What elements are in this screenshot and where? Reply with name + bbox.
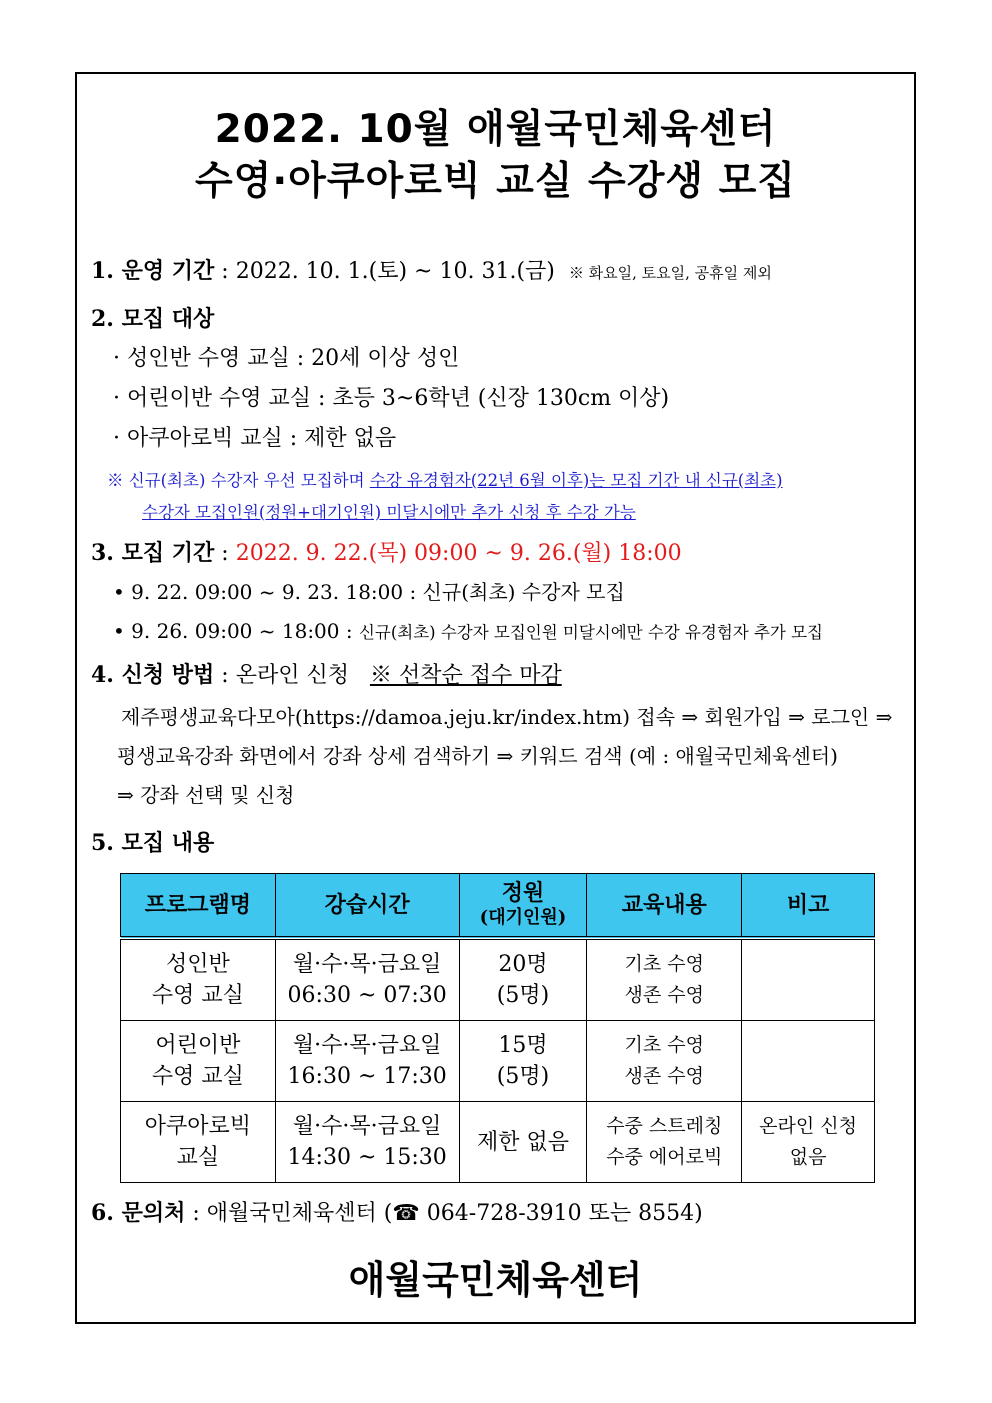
col-time: 강습시간 (275, 874, 459, 939)
footer-organization: 애월국민체육센터 (348, 1258, 643, 1302)
table-header-row (121, 874, 875, 939)
phone-icon: ☎ (392, 1201, 420, 1226)
section-period: 1. 운영 기간 : 2022. 10. 1.(토) ~ 10. 31.(금) ※ 화요일, 토요일, 공휴일 제외 (91, 258, 772, 284)
target-note-line-1: ※ 신규(최초) 수강자 우선 모집하며 수강 유경험자(22년 6월 이후)는 모집 기간 내 신규(최초) (107, 471, 783, 490)
target-item: · 성인반 수영 교실 : 20세 이상 성인 (113, 346, 460, 371)
content: 수중 스트레칭 수중 에어로빅 (587, 1102, 742, 1183)
program-name: 어린이반 수영 교실 (121, 1021, 276, 1102)
section-recruit-period: 3. 모집 기간 : 2022. 9. 22.(목) 09:00 ~ 9. 26.(월) 18:00 (91, 540, 682, 566)
period-note: ※ 화요일, 토요일, 공휴일 제외 (568, 264, 772, 282)
section-contents-heading: 5. 모집 내용 (91, 830, 215, 856)
col-remark: 비고 (742, 874, 875, 939)
apply-desc-2: 평생교육강좌 화면에서 강좌 상세 검색하기 ⇒ 키워드 검색 (예 : 애월국민체육센터) (117, 744, 838, 768)
table-row (121, 938, 875, 1021)
apply-note: ※ 선착순 접수 마감 (369, 663, 562, 688)
recruit-period-value: 2022. 9. 22.(목) 09:00 ~ 9. 26.(월) 18:00 (235, 541, 682, 566)
content: 기초 수영 생존 수영 (587, 1021, 742, 1102)
col-content: 교육내용 (587, 874, 742, 939)
target-item: · 아쿠아로빅 교실 : 제한 없음 (113, 426, 397, 451)
program-name: 아쿠아로빅 교실 (121, 1102, 276, 1183)
period-value: 2022. 10. 1.(토) ~ 10. 31.(금) (235, 259, 555, 284)
col-capacity: 정원 (대기인원) (459, 874, 587, 939)
section-target-heading: 2. 모집 대상 (91, 306, 215, 332)
section-heading: 1. 운영 기간 (91, 258, 215, 284)
capacity: 제한 없음 (459, 1102, 587, 1183)
notice-frame (75, 72, 916, 1324)
capacity: 20명 (5명) (459, 938, 587, 1021)
target-note-line-2: 수강자 모집인원(정원+대기인원) 미달시에만 추가 신청 후 수강 가능 (142, 503, 636, 522)
recruit-item: • 9. 22. 09:00 ~ 9. 23. 18:00 : 신규(최초) 수강자 모집 (113, 580, 625, 604)
apply-desc-1: 제주평생교육다모아(https://damoa.jeju.kr/index.htm) 접속 ⇒ 회원가입 ⇒ 로그인 ⇒ (121, 705, 893, 729)
class-time: 월·수·목·금요일 16:30 ~ 17:30 (275, 1021, 459, 1102)
target-item: · 어린이반 수영 교실 : 초등 3~6학년 (신장 130cm 이상) (113, 386, 670, 411)
section-apply-method: 4. 신청 방법 : 온라인 신청 ※ 선착순 접수 마감 (91, 662, 562, 688)
apply-desc-3: ⇒ 강좌 선택 및 신청 (117, 783, 295, 807)
title-line-2: 수영·아쿠아로빅 교실 수강생 모집 (195, 159, 796, 204)
title-line-1: 2022. 10월 애월국민체육센터 (214, 107, 777, 152)
col-program: 프로그램명 (121, 874, 276, 939)
remark: 온라인 신청 없음 (742, 1102, 875, 1183)
contact-number: 064-728-3910 또는 8554) (419, 1201, 703, 1226)
section-contact: 6. 문의처 : 애월국민체육센터 (☎ 064-728-3910 또는 8554) (91, 1198, 703, 1229)
capacity: 15명 (5명) (459, 1021, 587, 1102)
table-row (121, 1102, 875, 1183)
recruit-item: • 9. 26. 09:00 ~ 18:00 : 신규(최초) 수강자 모집인원 미달시에만 수강 유경험자 추가 모집 (113, 619, 823, 643)
remark (742, 1021, 875, 1102)
class-time: 월·수·목·금요일 06:30 ~ 07:30 (275, 938, 459, 1021)
content: 기초 수영 생존 수영 (587, 938, 742, 1021)
remark (742, 938, 875, 1021)
table-row (121, 1021, 875, 1102)
program-table (120, 873, 875, 1183)
class-time: 월·수·목·금요일 14:30 ~ 15:30 (275, 1102, 459, 1183)
program-name: 성인반 수영 교실 (121, 938, 276, 1021)
